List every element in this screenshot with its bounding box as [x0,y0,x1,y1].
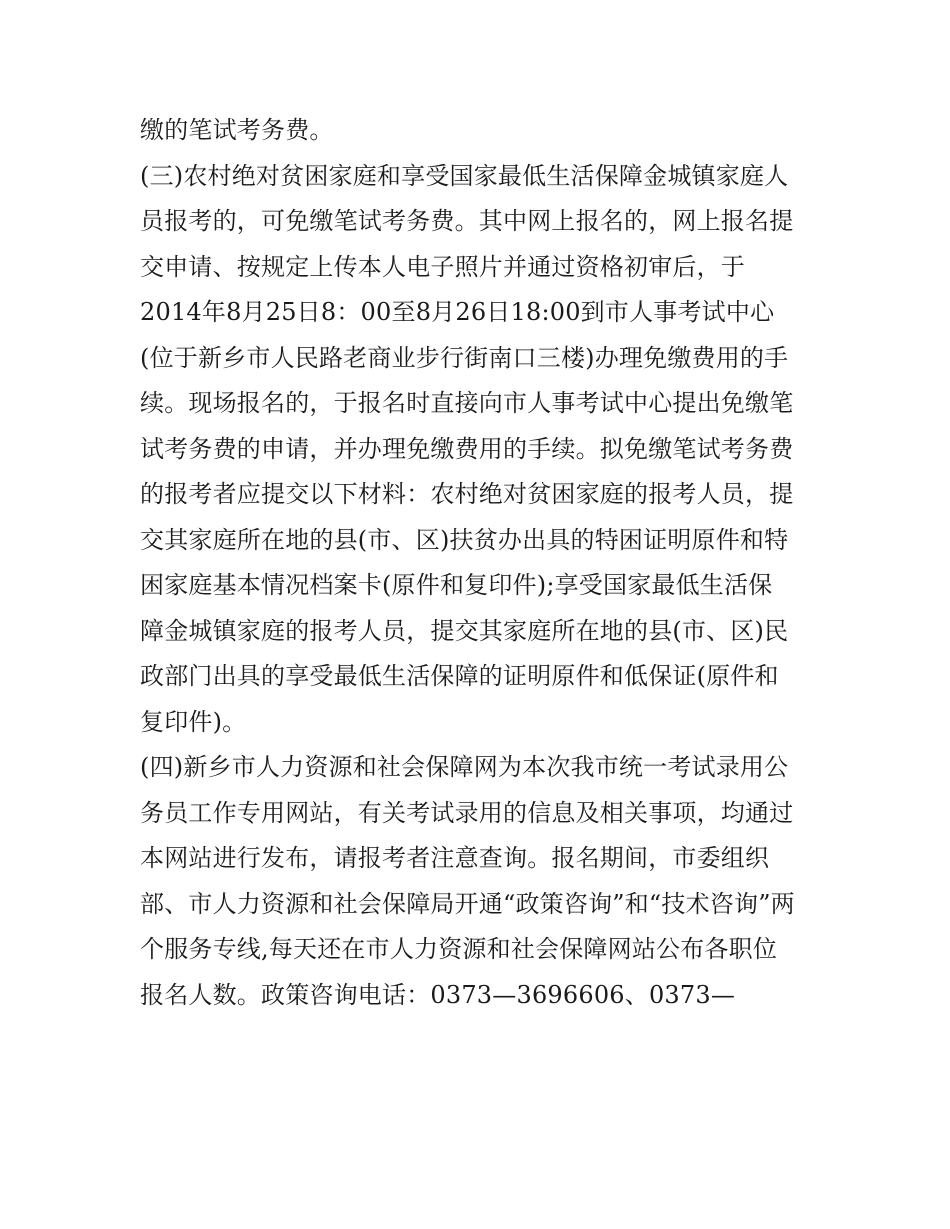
text-line: 2014年8月25日8：00至8月26日18:00到市人事考试中心 [140,298,775,326]
text-line: 复印件)。 [140,707,247,736]
text-line: 交其家庭所在地的县(市、区)扶贫办出具的特困证明原件和特 [140,525,789,554]
text-line: 的报考者应提交以下材料：农村绝对贫困家庭的报考人员，提 [140,480,794,508]
text-line: (三)农村绝对贫困家庭和享受国家最低生活保障金城镇家庭人 [140,161,789,190]
text-line: 本网站进行发布，请报考者注意查询。报名期间，市委组织 [140,844,770,872]
text-line: 续。现场报名的，于报名时直接向市人事考试中心提出免缴笔 [140,389,794,417]
text-line: 试考务费的申请，并办理免缴费用的手续。拟免缴笔试考务费 [140,434,794,463]
text-line: 政部门出具的享受最低生活保障的证明原件和低保证(原件和 [140,662,779,690]
text-line: 交申请、按规定上传本人电子照片并通过资格初审后，于 [140,252,745,281]
text-line: 部、市人力资源和社会保障局开通“政策咨询”和“技术咨询”两 [140,889,795,918]
text-line: 缴的笔试考务费。 [140,116,334,144]
text-line: (四)新乡市人力资源和社会保障网为本次我市统一考试录用公 [140,753,789,781]
text-line: 务员工作专用网站，有关考试录用的信息及相关事项，均通过 [140,798,794,827]
text-line: 困家庭基本情况档案卡(原件和复印件);享受国家最低生活保 [140,571,773,599]
text-line: 报名人数。政策咨询电话：0373—3696606、0373— [140,980,736,1009]
body-text [140,108,820,1018]
text-line: 障金城镇家庭的报考人员，提交其家庭所在地的县(市、区)民 [140,616,789,645]
text-line: 员报考的，可免缴笔试考务费。其中网上报名的，网上报名提 [140,207,794,235]
text-line: 个服务专线,每天还在市人力资源和社会保障网站公布各职位 [140,935,778,963]
text-line: (位于新乡市人民路老商业步行街南口三楼)办理免缴费用的手 [140,343,789,372]
